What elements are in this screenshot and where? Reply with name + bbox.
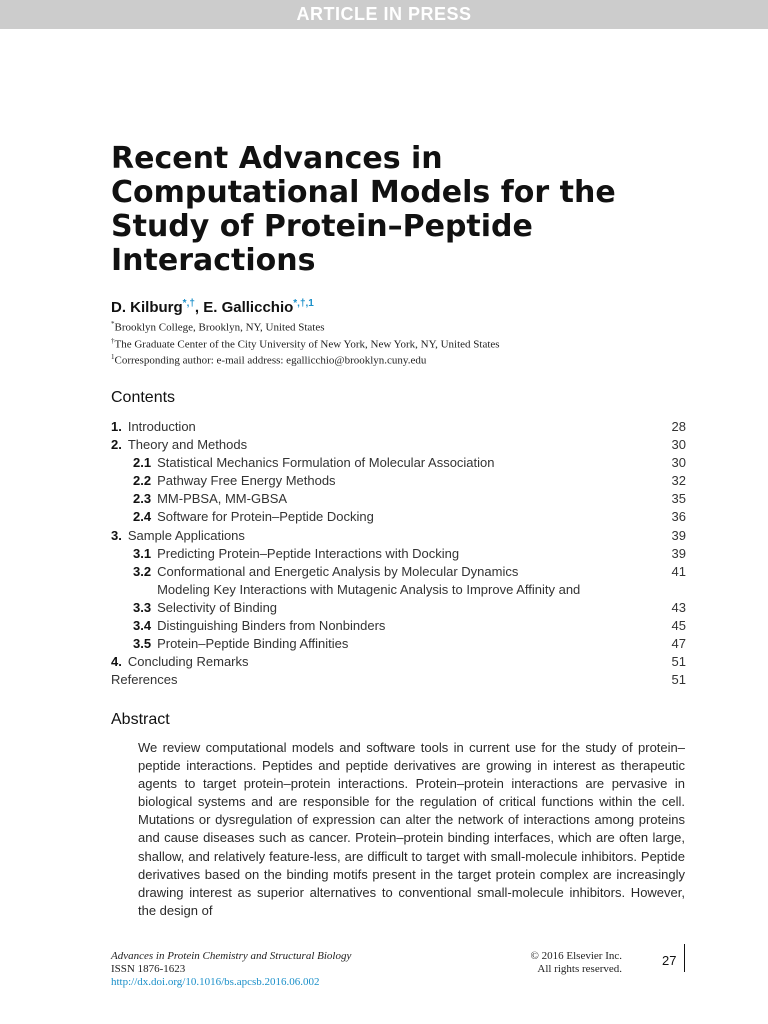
affiliation-mark: *: [111, 320, 115, 328]
affiliation-line: [111, 335, 671, 352]
toc-number: 3.4: [133, 617, 152, 633]
toc-page: 39: [671, 527, 686, 543]
toc-entry[interactable]: [111, 472, 686, 490]
article-in-press-banner: ARTICLE IN PRESS: [0, 0, 768, 29]
toc-title: Conformational and Energetic Analysis by Molecular Dynamics: [157, 563, 519, 579]
paper-title: Recent Advances in Computational Models for the Study of Protein–Peptide Interactions: [111, 141, 616, 278]
toc-title: Predicting Protein–Peptide Interactions with Docking: [157, 545, 460, 561]
doi-link[interactable]: http://dx.doi.org/10.1016/bs.apcsb.2016.06.002: [111, 976, 320, 988]
affiliation-line: [111, 351, 671, 368]
toc-number: 1.: [111, 419, 122, 434]
toc-title: Distinguishing Binders from Nonbinders: [157, 617, 386, 633]
toc-page: 51: [671, 654, 686, 670]
affiliation-mark: †: [111, 336, 115, 345]
author-affiliation-marks[interactable]: *,†: [182, 298, 195, 309]
toc-page: 28: [671, 419, 686, 434]
affiliation-text: Brooklyn College, Brooklyn, NY, United States: [114, 321, 325, 334]
toc-title-line: Selectivity of Binding: [157, 599, 278, 615]
toc-number: 2.2: [133, 473, 152, 489]
toc-entry[interactable]: [111, 581, 686, 617]
toc-title: Protein–Peptide Binding Affinities: [157, 635, 349, 651]
toc-page: 45: [671, 617, 686, 633]
page-number-rule: [684, 944, 685, 972]
copyright-text: © 2016 Elsevier Inc.: [530, 950, 622, 962]
footer-copyright: [490, 950, 622, 976]
toc-title: Pathway Free Energy Methods: [157, 473, 336, 489]
affiliation-line: [111, 318, 671, 335]
author-line: [111, 298, 314, 316]
author-affiliation-marks[interactable]: *,†,1: [293, 298, 314, 309]
toc-title: Sample Applications: [127, 527, 245, 543]
toc-page: 35: [671, 491, 686, 507]
toc-entry[interactable]: [111, 527, 686, 545]
toc-page: 36: [671, 509, 686, 525]
toc-entry[interactable]: [111, 490, 686, 508]
toc-entry[interactable]: [111, 653, 686, 671]
toc-entry[interactable]: [111, 671, 686, 689]
toc-page: 47: [671, 635, 686, 651]
contents-heading: Contents: [111, 389, 176, 406]
affiliation-text: The Graduate Center of the City University of New York, New York, NY, United States: [114, 338, 500, 351]
affiliation-text: Corresponding author: e-mail address: egallicchio@brooklyn.cuny.edu: [114, 354, 427, 367]
toc-title: Introduction: [127, 419, 196, 434]
toc-title: Theory and Methods: [127, 437, 248, 453]
abstract-text: We review computational models and software tools in current use for the study of protein–peptide interactions. Peptides and peptide derivatives are growing in interest as therapeutic agents to target protein–protein interactions. Protein–protein interactions are pervasive in biological systems and are responsible for the regulation of critical functions within the cell. Mutations or dysregulation of expression can alter the network of interactions among proteins and cause diseases such as cancer. Protein–protein binding interfaces, which are often large, shallow, and relatively feature-less, are difficult to target with small-molecule inhibitors. Peptide derivatives based on the binding motifs present in the target protein complex are increasingly drawing interest as superior alternatives to conventional small-molecule inhibitors. However, the design of: [138, 740, 685, 918]
toc-title: Concluding Remarks: [127, 654, 249, 670]
toc-title: Software for Protein–Peptide Docking: [157, 509, 374, 525]
affiliations: [111, 318, 671, 368]
toc-title-line: Modeling Key Interactions with Mutagenic Analysis to Improve Affinity and: [157, 581, 581, 597]
toc-entry[interactable]: [111, 563, 686, 581]
toc-number: 2.1: [133, 455, 152, 471]
toc-page: 51: [671, 672, 686, 688]
toc-page: 30: [671, 437, 686, 453]
toc-entry[interactable]: [111, 454, 686, 472]
toc-number: 2.3: [133, 491, 152, 507]
journal-name: Advances in Protein Chemistry and Structural Biology: [111, 950, 352, 962]
toc-title: References: [111, 672, 178, 688]
toc-number: 4.: [111, 654, 122, 670]
toc-page: 32: [671, 473, 686, 489]
author-name: D. Kilburg: [111, 299, 183, 316]
toc-entry[interactable]: [111, 635, 686, 653]
page-number: 27: [662, 953, 677, 968]
toc-number: 3.2: [133, 563, 152, 579]
toc-number: 3.: [111, 527, 122, 543]
author-name: E. Gallicchio: [203, 299, 294, 316]
author-separator: ,: [194, 299, 204, 316]
table-of-contents: [111, 418, 686, 689]
toc-entry[interactable]: [111, 617, 686, 635]
toc-entry[interactable]: [111, 545, 686, 563]
toc-title: Statistical Mechanics Formulation of Molecular Association: [157, 455, 495, 471]
affiliation-mark: 1: [111, 353, 115, 362]
toc-page: 39: [671, 545, 686, 561]
toc-page: 41: [671, 563, 686, 579]
toc-title: MM-PBSA, MM-GBSA: [157, 491, 288, 507]
abstract-heading: Abstract: [111, 711, 170, 728]
toc-entry[interactable]: [111, 508, 686, 526]
issn: ISSN 1876-1623: [111, 963, 186, 975]
toc-number: 3.5: [133, 635, 152, 651]
toc-title: [157, 581, 580, 617]
footer-publication-info: [111, 950, 351, 989]
toc-entry[interactable]: [111, 436, 686, 454]
toc-entry[interactable]: [111, 418, 686, 436]
rights-text: All rights reserved.: [537, 963, 622, 975]
toc-page: 43: [671, 599, 686, 615]
toc-number: 2.: [111, 437, 122, 453]
toc-page: 30: [671, 455, 686, 471]
toc-number: 3.3: [133, 599, 152, 615]
toc-number: 3.1: [133, 545, 152, 561]
toc-number: 2.4: [133, 509, 152, 525]
